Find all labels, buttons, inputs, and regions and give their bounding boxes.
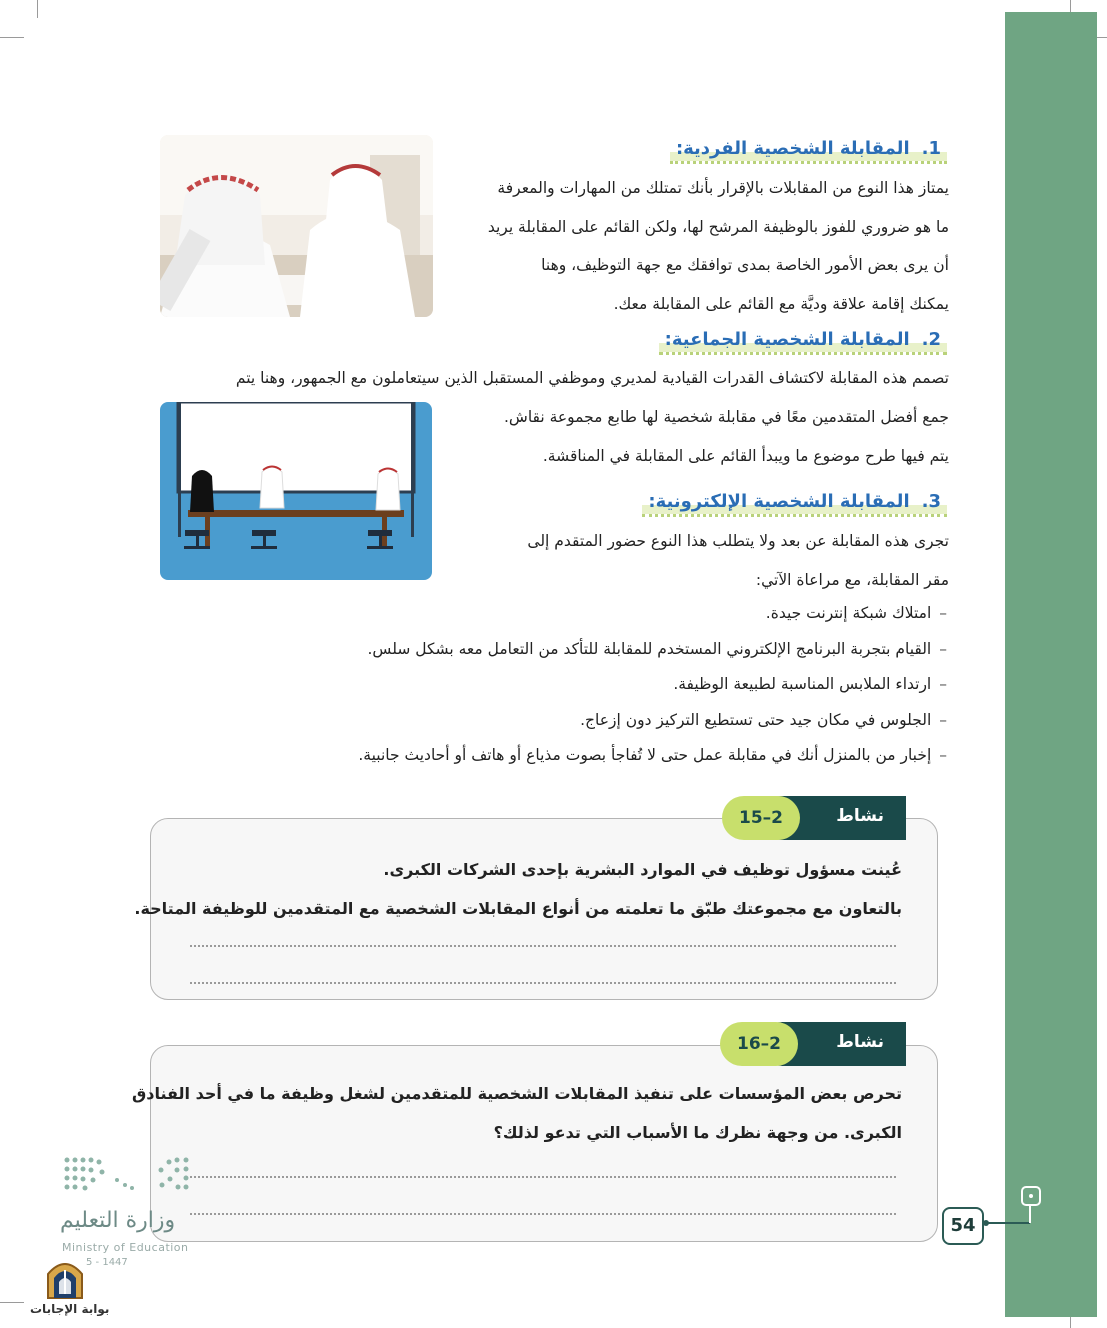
- answer-line: [190, 945, 896, 947]
- group-interview-illustration: [160, 402, 432, 580]
- page-number: 54: [942, 1207, 984, 1245]
- individual-interview-photo: [160, 135, 433, 317]
- crop-mark: [0, 37, 24, 38]
- section-number: 2.: [921, 329, 941, 350]
- bullet-text: ارتداء الملابس المناسبة لطبيعة الوظيفة.: [673, 675, 932, 693]
- answer-line: [190, 1176, 896, 1178]
- section-number: 3.: [921, 491, 941, 512]
- section-2-paragraph: [449, 398, 949, 475]
- bullet-item: –الجلوس في مكان جيد حتى تستطيع التركيز دون إزعاج.: [580, 711, 947, 729]
- activity-text-line: بالتعاون مع مجموعتك طبّق ما تعلمته من أنواع المقابلات الشخصية مع المتقدمين للوظيفة المتاحة.: [134, 899, 902, 918]
- ministry-logo-icon: [62, 1155, 197, 1205]
- ministry-name-en: Ministry of Education: [62, 1241, 189, 1254]
- section-title-text: المقابلة الشخصية الجماعية:: [664, 329, 910, 350]
- crop-mark: [0, 1302, 24, 1303]
- text-line: جمع أفضل المتقدمين معًا في مقابلة شخصية لها طابع مجموعة نقاش.: [503, 408, 949, 426]
- text-line: يتم فيها طرح موضوع ما ويبدأ القائم على المقابلة في المناقشة.: [542, 446, 949, 465]
- section-number: 1.: [921, 138, 941, 159]
- answer-line: [190, 1213, 896, 1215]
- crop-mark: [37, 0, 38, 18]
- text-line: مقر المقابلة، مع مراعاة الآتي:: [755, 570, 949, 589]
- interview-illustration: [160, 135, 433, 317]
- page-side-strip: [1005, 12, 1097, 1317]
- section-2-line-1: [149, 359, 949, 398]
- activity-text-line: تحرص بعض المؤسسات على تنفيذ المقابلات الشخصية للمتقدمين لشغل وظيفة ما في أحد الفنادق: [131, 1084, 902, 1103]
- bullet-item: –القيام بتجربة البرنامج الإلكتروني المستخدم للمقابلة للتأكد من التعامل معه بشكل سلس.: [367, 640, 947, 658]
- section-title-individual: [670, 138, 947, 164]
- section-title-text: المقابلة الشخصية الفردية:: [675, 138, 910, 159]
- answer-line: [190, 982, 896, 984]
- group-meeting-icon: [160, 402, 432, 580]
- section-title-group: [659, 329, 947, 355]
- bullet-text: امتلاك شبكة إنترنت جيدة.: [765, 604, 932, 622]
- bullet-text: الجلوس في مكان جيد حتى تستطيع التركيز دون إزعاج.: [580, 711, 932, 729]
- activity-number-badge: 15–2: [722, 796, 800, 840]
- section-title-text: المقابلة الشخصية الإلكترونية:: [648, 491, 910, 512]
- activity-text-line: عُينت مسؤول توظيف في الموارد البشرية بإحدى الشركات الكبرى.: [383, 860, 902, 879]
- section-3-paragraph: [449, 522, 949, 599]
- activity-number-badge: 16–2: [720, 1022, 798, 1066]
- text-line: ما هو ضروري للفوز بالوظيفة المرشح لها، ولكن القائم على المقابلة يريد: [487, 217, 949, 236]
- activity-label: نشاط: [836, 1032, 884, 1052]
- ministry-year: 5 - 1447: [86, 1257, 128, 1268]
- text-line: أن يرى بعض الأمور الخاصة بمدى توافقك مع جهة التوظيف، وهنا: [541, 256, 949, 274]
- activity-text-line: الكبرى. من وجهة نظرك ما الأسباب التي تدعو لذلك؟: [493, 1123, 902, 1142]
- bullet-text: القيام بتجربة البرنامج الإلكتروني المستخدم للمقابلة للتأكد من التعامل معه بشكل سلس.: [367, 640, 932, 658]
- portal-logo-icon: [44, 1256, 86, 1300]
- portal-label: بوابة الإجابات: [30, 1302, 110, 1316]
- text-line: تصمم هذه المقابلة لاكتشاف القدرات القيادية لمديري وموظفي المستقبل الذين سيتعاملون مع الجمهور، وهنا يتم: [235, 369, 949, 387]
- page-connector-icon: [980, 1185, 1050, 1245]
- text-line: يمتاز هذا النوع من المقابلات بالإقرار بأنك تمتلك من المهارات والمعرفة: [497, 179, 949, 197]
- section-title-electronic: [642, 491, 947, 517]
- ministry-name-ar: وزارة التعليم: [60, 1208, 176, 1233]
- activity-label: نشاط: [836, 806, 884, 826]
- bullet-item: –ارتداء الملابس المناسبة لطبيعة الوظيفة.: [673, 675, 947, 693]
- text-line: يمكنك إقامة علاقة وديَّة مع القائم على المقابلة معك.: [613, 294, 949, 313]
- bullet-text: إخبار من بالمنزل أنك في مقابلة عمل حتى لا تُفاجأ بصوت مذياع أو هاتف أو أحاديث جانبية.: [358, 746, 932, 764]
- bullet-item: –إخبار من بالمنزل أنك في مقابلة عمل حتى لا تُفاجأ بصوت مذياع أو هاتف أو أحاديث جانبية.: [358, 746, 947, 764]
- text-line: تجرى هذه المقابلة عن بعد ولا يتطلب هذا النوع حضور المتقدم إلى: [527, 532, 949, 550]
- bullet-item: –امتلاك شبكة إنترنت جيدة.: [765, 604, 947, 622]
- section-1-paragraph: [449, 169, 949, 323]
